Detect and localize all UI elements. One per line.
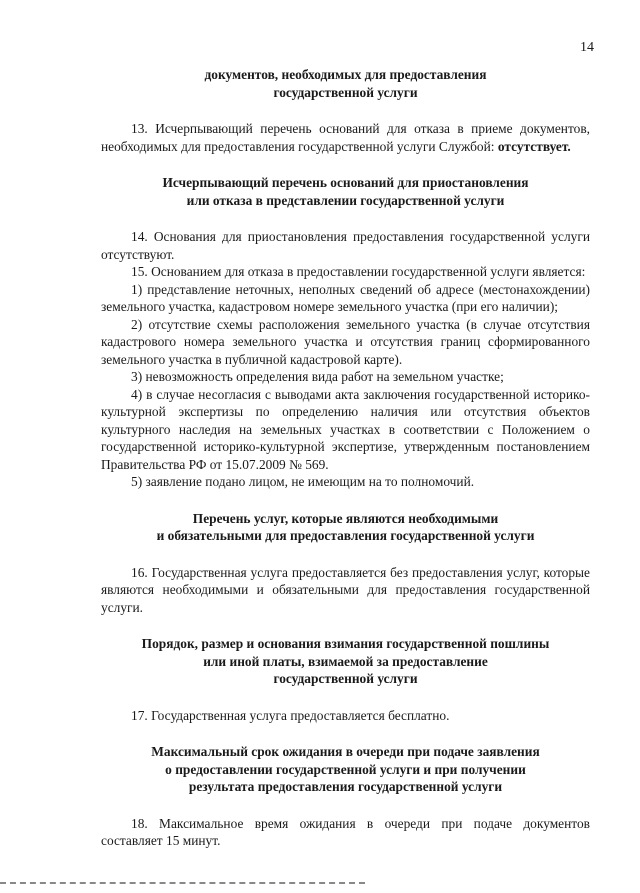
paragraph-16: 16. Государственная услуга предоставляется без предоставления услуг, которые являются необходимыми и обязательными для предоставления государственной услуги. [101, 564, 590, 615]
section-heading-fees [101, 635, 590, 688]
scan-edge-artifact [0, 882, 365, 889]
heading-line: Исчерпывающий перечень оснований для приостановления [162, 175, 529, 190]
section-heading-required-services [101, 510, 590, 545]
paragraph-13-text: 13. Исчерпывающий перечень оснований для отказа в приеме документов, необходимых для предоставления государственной услуги Службой: [101, 121, 590, 154]
heading-line: результата предоставления государственной услуги [188, 779, 503, 794]
section-heading-refusal-grounds [101, 174, 590, 209]
heading-line: Порядок, размер и основания взимания государственной пошлины [141, 636, 550, 651]
document-body [101, 66, 590, 850]
list-item: 2) отсутствие схемы расположения земельного участка (в случае отсутствия кадастрового номера земельного участка и отсутствия границ сформированного земельного участка в публичной кадастровой карте). [101, 316, 590, 367]
section-heading-waiting-time [101, 743, 590, 796]
paragraph-17: 17. Государственная услуга предоставляется бесплатно. [131, 707, 450, 723]
list-item: 4) в случае несогласия с выводами акта заключения государственной историко-культурной экспертизы по определению наличия или отсутствия объектов культурного наследия на земельных участках в соответствии с Положением о государственной историко-культурной экспертизе, утвержденным постановлением Правительства РФ от 15.07.2009 № 569. [101, 386, 590, 472]
page-number: 14 [580, 40, 594, 55]
heading-line: Максимальный срок ожидания в очереди при подаче заявления [151, 744, 540, 759]
list-item: 3) невозможность определения вида работ на земельном участке; [131, 369, 504, 384]
heading-line: или отказа в представлении государственной услуги [186, 192, 505, 208]
list-item: 1) представление неточных, неполных сведений об адресе (местонахождении) земельного участка, кадастровом номере земельного участка (при его наличии); [101, 281, 590, 314]
section-heading-documents [101, 66, 590, 101]
heading-line: о предоставлении государственной услуги и при получении [165, 761, 526, 777]
heading-line: государственной услуги [273, 671, 418, 686]
paragraph-13 [101, 120, 590, 155]
paragraph-15: 15. Основанием для отказа в предоставлении государственной услуги является: [131, 264, 586, 279]
paragraph-18: 18. Максимальное время ожидания в очереди при подаче документов составляет 15 минут. [101, 815, 590, 848]
paragraph-13-bold: отсутствует. [497, 138, 571, 154]
heading-line: и обязательными для предоставления государственной услуги [156, 528, 535, 543]
paragraph-14: 14. Основания для приостановления предоставления государственной услуги отсутствуют. [101, 229, 590, 262]
heading-line: государственной услуги [273, 84, 418, 100]
heading-line: документов, необходимых для предоставления [204, 67, 487, 82]
heading-line: или иной платы, взимаемой за предоставление [203, 653, 488, 669]
heading-line: Перечень услуг, которые являются необходимыми [192, 510, 499, 526]
list-item: 5) заявление подано лицом, не имеющим на то полномочий. [131, 474, 475, 489]
